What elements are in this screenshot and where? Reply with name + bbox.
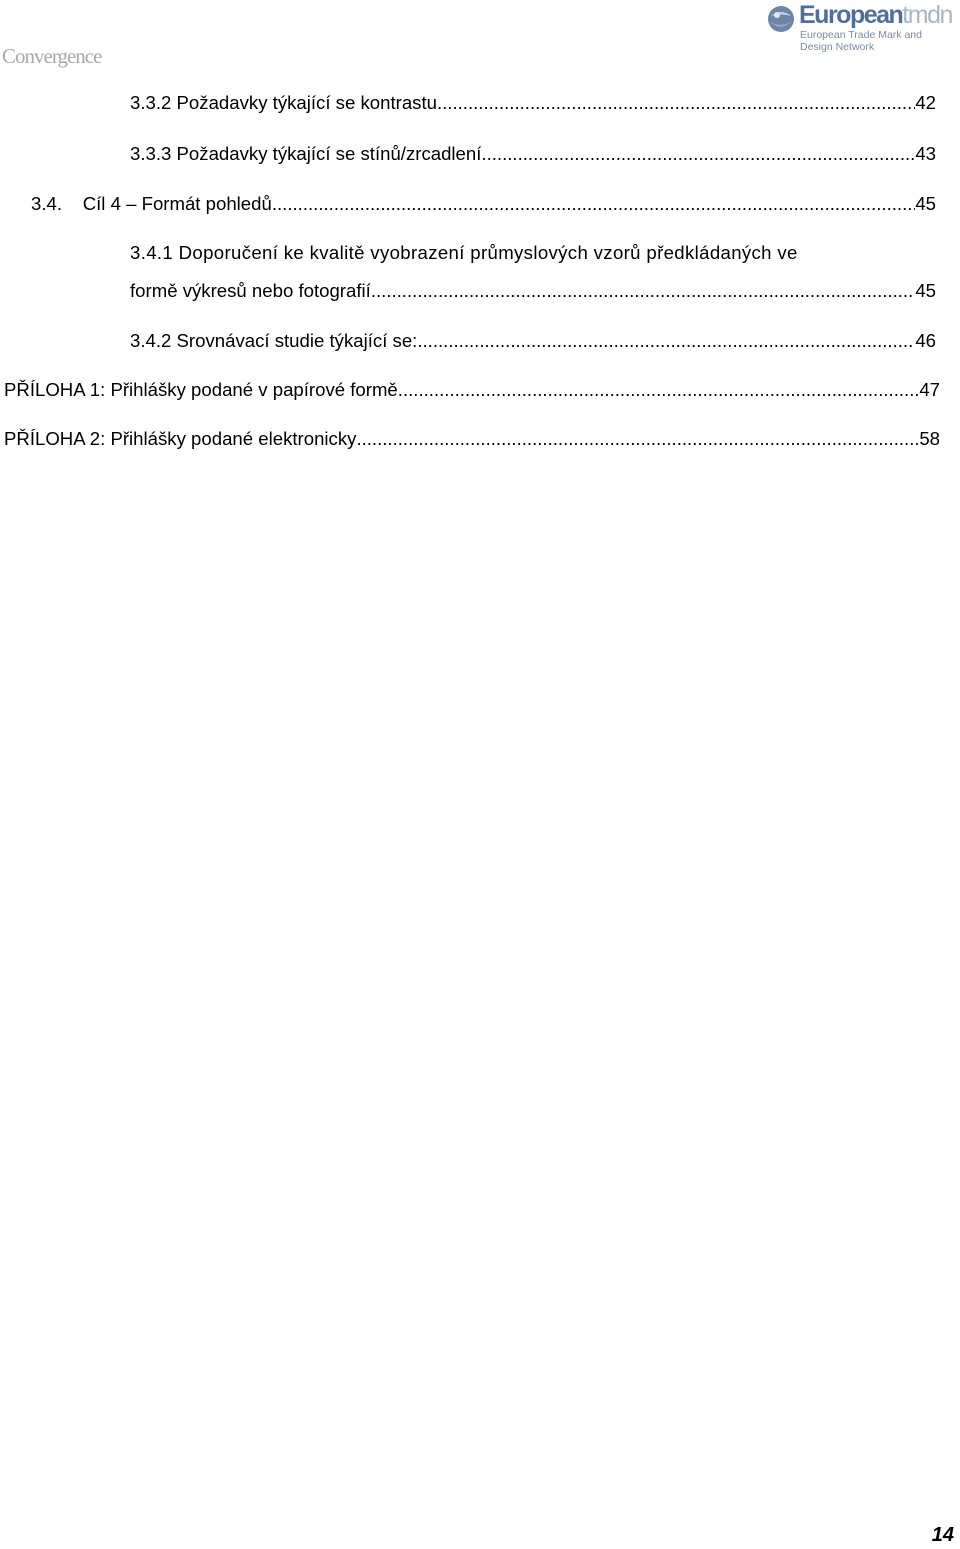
toc-title-line2: formě výkresů nebo fotografií	[130, 280, 371, 301]
toc-entry[interactable]	[130, 242, 958, 264]
toc-page: 46	[915, 330, 936, 351]
toc-title: Požadavky týkající se stínů/zrcadlení	[176, 143, 482, 164]
page-number: 14	[931, 1524, 954, 1546]
toc-leader	[398, 379, 920, 401]
toc-leader	[481, 143, 915, 165]
toc-page: 47	[919, 379, 940, 400]
toc-title: Přihlášky podané elektronicky	[110, 428, 357, 449]
toc-title-line1: Doporučení ke kvalitě vyobrazení průmyslových vzorů předkládaných ve	[178, 242, 798, 263]
toc-leader	[437, 92, 915, 114]
toc-page: 45	[915, 280, 936, 301]
toc-page: 45	[915, 193, 936, 214]
toc-title: Přihlášky podané v papírové formě	[110, 379, 398, 400]
logo-wordmark	[799, 1, 952, 30]
toc-number: PŘÍLOHA 2:	[4, 428, 106, 449]
toc-number: 3.3.3	[130, 143, 172, 164]
toc-entry[interactable]	[130, 92, 936, 114]
logo-sub-line1: European Trade Mark and	[800, 29, 922, 41]
toc-page: 42	[915, 92, 936, 113]
toc-title: Cíl 4 – Formát pohledů	[82, 193, 272, 214]
toc-page: 58	[919, 428, 940, 449]
logo-brand: European	[799, 1, 903, 29]
logo-suffix: tmdn	[902, 1, 952, 29]
toc-number: PŘÍLOHA 1:	[4, 379, 106, 400]
toc-leader	[356, 428, 919, 450]
toc-number: 3.4.	[31, 193, 63, 214]
toc-leader	[272, 193, 915, 215]
toc-leader	[417, 330, 915, 352]
toc-entry[interactable]	[130, 330, 936, 352]
logo-sub-line2: Design Network	[800, 40, 875, 53]
toc-number: 3.4.1	[130, 242, 174, 263]
toc-entry[interactable]	[4, 379, 940, 401]
header-convergence-label: Convergence	[2, 44, 102, 68]
toc-title: Srovnávací studie týkající se:	[176, 330, 418, 351]
toc-entry-continued[interactable]	[130, 280, 936, 302]
toc-entry[interactable]	[130, 143, 936, 165]
toc-entry[interactable]	[4, 428, 940, 450]
etmdn-logo	[766, 2, 956, 54]
toc-page: 43	[915, 143, 936, 164]
toc-entry[interactable]	[31, 193, 936, 215]
toc-title: Požadavky týkající se kontrastu	[176, 92, 437, 113]
toc-number: 3.4.2	[130, 330, 172, 351]
toc-leader	[371, 280, 916, 302]
toc-number: 3.3.2	[130, 92, 172, 113]
logo-subtitle	[800, 30, 922, 53]
globe-icon	[766, 4, 796, 34]
